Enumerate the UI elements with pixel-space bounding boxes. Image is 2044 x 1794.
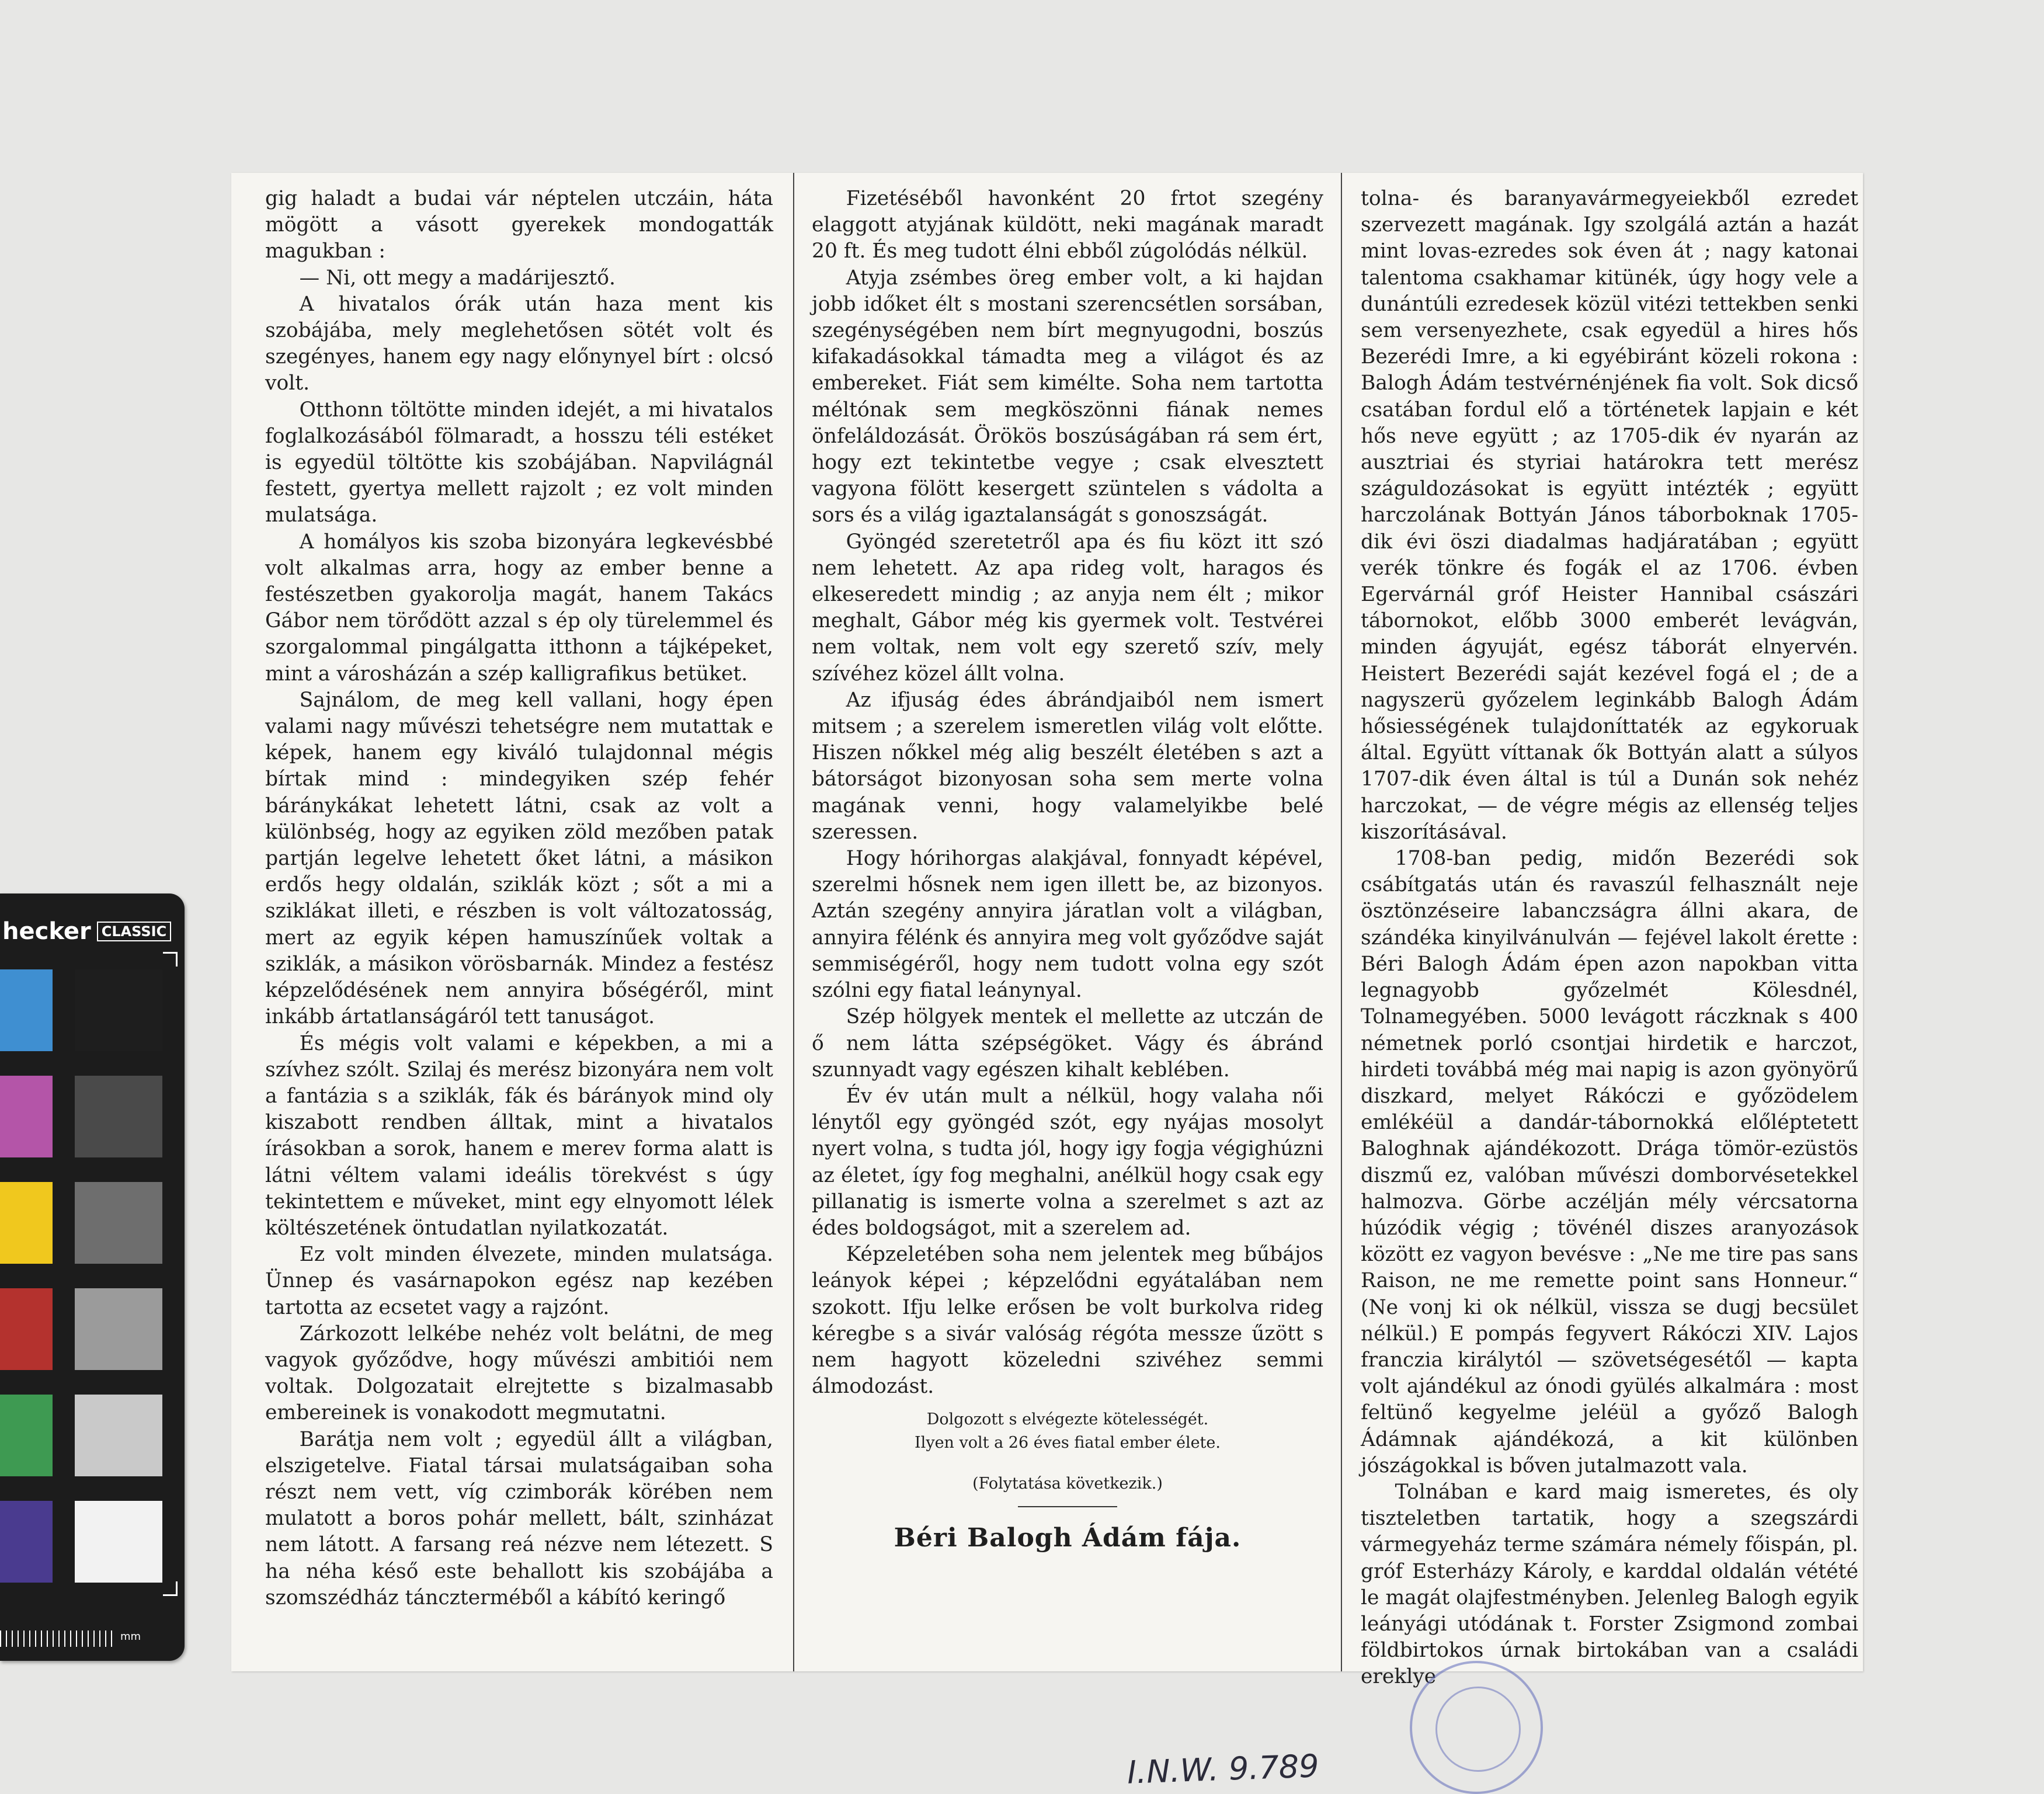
color-swatch <box>75 969 162 1051</box>
article-column-1 <box>265 173 773 1671</box>
cut-text-top <box>1361 173 1858 182</box>
paragraph: És mégis volt valami e képekben, a mi a szívhez szólt. Szilaj és merész bizonyára nem volt a fantázia s a sziklák, fák és bárányok mind oly kiszabott rendben álltak, mint a hivatalos írásokban a sorok, hanem e merev forma alatt is látni véltem valami ideális törekvést s úgy tekintettem e műveket, mint egy elnyomott lélek költészetének öntudatlan nyilatkozatát. <box>265 1031 773 1240</box>
chapter-ending <box>812 1408 1323 1507</box>
separator-rule <box>1018 1506 1117 1507</box>
checker-ruler <box>0 1630 114 1647</box>
paragraph: Otthonn töltötte minden idejét, a mi hivatalos foglalkozásából fölmaradt, a hosszu téli estéket is egyedül töltötte kis szobájában. Napvilágnál festett, gyertya mellett rajzolt ; ez volt minden mulatsága. <box>265 398 773 527</box>
paragraph: A homályos kis szoba bizonyára legkevésbbé volt alkalmas arra, hogy az ember benne a festészetben gyakorolja magát, hanem Takács Gábor nem törődött azzal s ép oly türelemmel és szorgalommal pingálgatta itthonn a tájképeket, mint a városházán a szép kalligrafikus betüket. <box>265 530 773 686</box>
ruler-unit-label: mm <box>120 1630 141 1643</box>
checker-badge: CLASSIC <box>97 922 172 941</box>
checker-corner-mark <box>163 952 178 966</box>
paragraph: Zárkozott lelkébe nehéz volt belátni, de meg vagyok győződve, hogy művészi ambitiói nem voltak. Dolgozatait elrejtette s bizalmasabb embereinek is vonakodott megmutatni. <box>265 1322 773 1425</box>
paragraph: Sajnálom, de meg kell vallani, hogy épen valami nagy művészi tehetségre nem mutattak e képek, hanem egy kiváló tulajdonnal mégis bírtak mind : mindegyiken szép fehér báránykákat lehetett látni, csak az volt a különbség, hogy az egyiken zöld mezőben patak partján legelve lehetett őket látni, a másikon erdős hegy oldalán, sziklák közt ; sőt a mi a sziklákat illeti, e részben is volt változatosság, mert az egyik képen hamuszínűek voltak a sziklák, a másikon vörösbarnák. Mindez a festész képzelődésének nem annyira bőségéről, mint inkább ártatlanságáról tett tanuságot. <box>265 688 773 1029</box>
paragraph: A hivatalos órák után haza ment kis szobájába, mely meglehetősen sötét volt és szegényes, hanem egy nagy előnynyel bírt : olcsó volt. <box>265 292 773 395</box>
paragraph: Az ifjuság édes ábrándjaiból nem ismert mitsem ; a szerelem ismeretlen világ volt előtte. Hiszen nőkkel még alig beszélt életében s azt a bátorságot bizonyosan soha sem merte volna magának venni, hogy valamelyikbe belé szeressen. <box>812 688 1323 844</box>
article-column-3 <box>1361 173 1858 1689</box>
paragraph: Szép hölgyek mentek el mellette az utczán de ő nem látta szépségöket. Vágy és ábránd szunnyadt vagy egészen kihalt keblében. <box>812 1005 1323 1082</box>
checker-brand-text: hecker <box>2 918 91 945</box>
paragraph: Ez volt minden élvezete, minden mulatsága. Ünnep és vasárnapokon egész nap kezében tartotta az ecsetet vagy a rajzónt. <box>265 1243 773 1319</box>
continued-note: (Folytatása következik.) <box>972 1475 1163 1493</box>
article-column-2 <box>812 173 1323 1671</box>
color-swatch <box>75 1076 162 1157</box>
color-swatch <box>0 1288 53 1370</box>
paragraph: Gyöngéd szeretetről apa és fiu közt itt szó nem lehetett. Az apa rideg volt, haragos és elkeseredett mindig ; az anyja nem élt ; mikor meghalt, Gábor még kis gyermek volt. Testvérei nem voltak, nem volt egy szerető szív, mely szívéhez közel állt volna. <box>812 530 1323 686</box>
color-swatch <box>75 1182 162 1264</box>
column-3-body <box>1361 186 1858 1691</box>
museum-stamp <box>1410 1661 1543 1794</box>
museum-stamp-inner <box>1435 1687 1521 1772</box>
column-divider <box>793 173 794 1671</box>
paragraph: Fizetéséből havonként 20 frtot szegény elaggott atyjának küldött, neki magának maradt 20 ft. És meg tudott élni ebből zúgolódás nélkül. <box>812 187 1323 263</box>
closing-line-1: Dolgozott s elvégezte kötelességét. <box>926 1410 1209 1429</box>
color-swatch <box>0 1395 53 1476</box>
column-2-body <box>812 186 1323 1400</box>
checker-brand <box>2 918 171 945</box>
paragraph: gig haladt a budai vár néptelen utczáin, háta mögött a vásott gyerekek mondogatták magukban : <box>265 187 773 263</box>
paragraph: Hogy hórihorgas alakjával, fonnyadt képével, szerelmi hősnek nem igen illett be, az bizonyos. Aztán szegény annyira járatlan volt a világban, annyira félénk és annyira meg volt győződve saját semmiségéről, hogy nem tudott volna egy szót szólni egy fiatal leánynyal. <box>812 847 1323 1003</box>
paragraph: Év év után mult a nélkül, hogy valaha női lénytől egy gyöngéd szót, egy nyájas mosolyt nyert volna, s tudta jól, hogy igy fogja végighúzni az életet, így fog meghalni, anélkül hogy csak egy pillanatig is ismerte volna a szerelmet s azt az édes boldogságot, mit a szerelem ad. <box>812 1084 1323 1240</box>
color-swatch <box>0 1501 53 1583</box>
color-swatch <box>0 1076 53 1157</box>
checker-corner-mark <box>163 1581 178 1596</box>
newspaper-clipping <box>231 173 1863 1791</box>
cut-text-top <box>265 173 773 182</box>
color-swatch <box>0 969 53 1051</box>
color-swatch <box>75 1395 162 1476</box>
paragraph: Képzeletében soha nem jelentek meg bűbájos leányok képei ; képzelődni egyátalában nem szokott. Ifju lelke erősen be volt burkolva rideg kéregbe s a sivár valóság régóta messze űzött s nem hagyott közeledni szivéhez semmi álmodozást. <box>812 1243 1323 1399</box>
column-1-body <box>265 186 773 1611</box>
color-swatch <box>0 1182 53 1264</box>
paragraph: Tolnában e kard maig ismeretes, és oly tiszteletben tartatik, hogy a szegszárdi vármegyeház terme számára némely főispán, pl. gróf Esterházy Károly, e karddal oldalán vétété le magát olajfestményben. Jelenleg Balogh egyik leányági utódának t. Forster Zsigmond zombai földbirtokos úrnak birtokában van a családi ereklye <box>1361 1480 1858 1689</box>
paragraph: Barátja nem volt ; egyedül állt a világban, elszigetelve. Fiatal társai mulatságaiban soha részt nem vett, víg czimborák körében nem mulatott a boros pohár mellett, bált, szinházat nem látott. A farsang reá nézve nem létezett. S ha néha késő este behallott kis szobájába a szomszédház tánczterméből a kábító keringő <box>265 1427 773 1609</box>
paragraph: tolna- és baranyavármegyeiekből ezredet szervezett magának. Igy szolgálá aztán a hazát mint lovas-ezredes sok éven át ; nagy katonai talentoma csakhamar kitünék, úgy hogy vele a dunántúli ezredesek közül vitézi tettekben senki sem versenyezhete, csak egyedül a hires hős Bezerédi Imre, a ki egyébiránt közeli rokona : Balogh Ádám testvérnénjének fia volt. Sok dicső csatában fordul elő a történetek lapjain e két hős neve együtt ; az 1705-dik év nyarán az ausztriai és styriai határokra tett merész száguldozásokat is együtt intézték ; együtt harczolának Bottyán János táborboknak 1705-dik évi öszi diadalmas hadjáratában ; együtt verék tönkre és fogák el az 1706. évben Egervárnál gróf Heister Hannibal császári tábornokot, előbb 3000 emberét levágván, minden ágyuját, egész táborát elnyervén. Heistert Bezerédi saját kezével fogá el ; de a nagyszerü győzelem leginkább Balogh Ádám hősiességének tulajdoníttaték az egykoruak által. Együtt víttanak ők Bottyán alatt a súlyos 1707-dik éven által is túl a Dunán sok nehéz harczokat, — de végre mégis az ellenség teljes kiszorításával. <box>1361 187 1858 844</box>
paragraph: Atyja zsémbes öreg ember volt, a ki hajdan jobb időket élt s mostani szerencsétlen sorsában, szegénységében nem bírt megnyugodni, boszús kifakadásokkal támadta meg a világot és az embereket. Fiát sem kimélte. Soha nem tartotta méltónak sem megköszönni fiának nemes önfeláldozását. Örökös boszúságában rá sem ért, hogy ezt tekintetbe vegye ; csak elvesztett vagyona fölött kesergett szüntelen s vádolta a sors és a világ igaztalanságát s gonoszságát. <box>812 266 1323 527</box>
color-swatch <box>75 1288 162 1370</box>
column-divider <box>1341 173 1342 1671</box>
article-headline: Béri Balogh Ádám fája. <box>894 1523 1242 1553</box>
paragraph: — Ni, ott megy a madárijesztő. <box>299 266 616 290</box>
handwritten-inventory-number: I.N.W. 9.789 <box>1127 1747 1320 1791</box>
cut-text-top <box>812 173 1323 182</box>
paragraph: 1708-ban pedig, midőn Bezerédi sok csábítgatás után és ravaszúl felhasznált neje ösztönzéseire labanczságra állni akara, de szándéka kinyilvánulván — fejével lakolt érette : Béri Balogh Ádám épen azon napokban vitta legnagyobb győzelmét Kölesdnél, Tolnamegyében. 5000 levágott ráczknak s 400 németnek porló csontjai hirdetik e harczot, hirdeti továbbá még mai napig is azon gyönyörű diszkard, melyet Rákóczi e győzödelem emlékéül a dandár-tábornokká előléptetett Baloghnak ajándékozott. Drága tömör-ezüstös diszmű ez, valóban művészi domborvésetekkel halmozva. Görbe aczélján mély vércsatorna húzódik végig ; tövénél diszes aranyozások között ez vagyon bevésve : „Ne me tire pas sans Raison, ne me remette point sans Honneur.“ (Ne vonj ki ok nélkül, vissza se dugj becsület nélkül.) E pompás fegyvert Rákóczi XIV. Lajos franczia királytól — szövetségesétől — kapta volt ajándékul az ónodi gyülés alkalmára : most feltünő kegyelme jeléül a győző Balogh Ádámnak ajándékozá, a kit különben jószágokkal is bőven jutalmazott vala. <box>1361 847 1858 1477</box>
color-checker-card <box>0 893 185 1661</box>
color-swatch <box>75 1501 162 1583</box>
closing-line-2: Ilyen volt a 26 éves fiatal ember élete. <box>915 1434 1221 1452</box>
